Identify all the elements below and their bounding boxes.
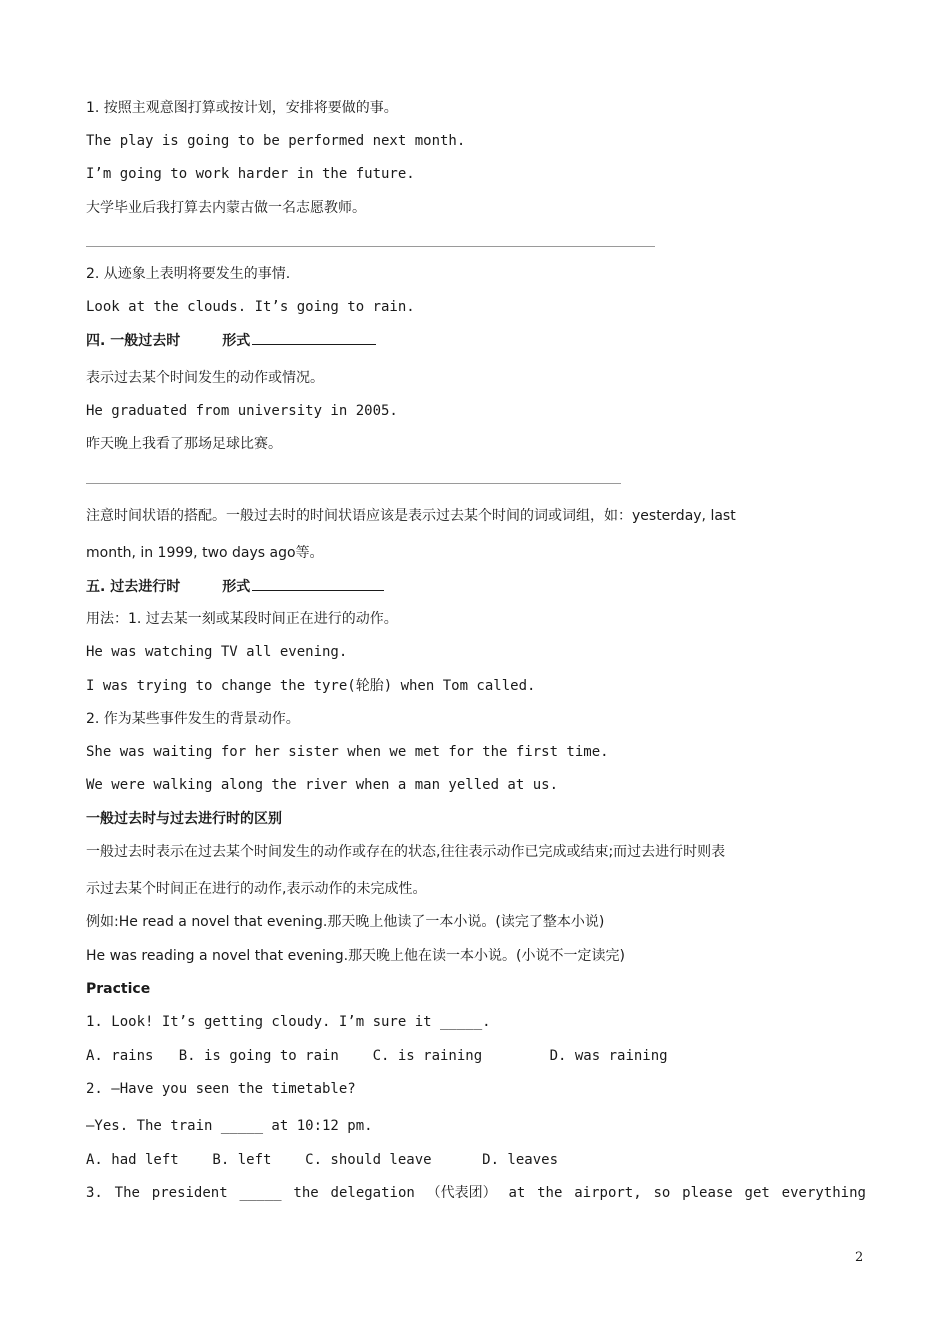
form-blank	[252, 576, 384, 591]
example-sentence: I was trying to change the tyre(轮胎) when Tom called.	[86, 678, 536, 694]
section-4-form-label: 形式	[222, 333, 251, 349]
translation-prompt: 昨天晚上我看了那场足球比赛。	[86, 436, 282, 452]
usage-text: 2. 作为某些事件发生的背景动作。	[86, 711, 300, 727]
word: the	[293, 1185, 319, 1201]
usage-2-heading: 2. 从迹象上表明将要发生的事情.	[86, 266, 291, 282]
answer-line	[86, 483, 621, 484]
practice-heading: Practice	[86, 981, 151, 997]
word: airport,	[574, 1185, 642, 1201]
word: the	[537, 1185, 563, 1201]
section-5-form-label: 形式	[222, 579, 251, 595]
word: president	[151, 1185, 228, 1201]
word: The	[114, 1185, 140, 1201]
example-sentence: He graduated from university in 2005.	[86, 403, 398, 419]
translation-prompt: 大学毕业后我打算去内蒙古做一名志愿教师。	[86, 200, 366, 216]
example-sentence: The play is going to be performed next month.	[86, 133, 466, 149]
question-3	[86, 1183, 866, 1203]
word: please	[682, 1185, 733, 1201]
difference-text: 一般过去时表示在过去某个时间发生的动作或存在的状态,往往表示动作已完成或结束;而过去进行时则表	[86, 844, 726, 860]
section-5-title: 五. 过去进行时	[86, 579, 181, 595]
section-4-heading	[86, 330, 376, 351]
definition-text: 表示过去某个时间发生的动作或情况。	[86, 370, 324, 386]
word: get	[744, 1185, 770, 1201]
word: 3.	[86, 1185, 103, 1201]
page-number: 2	[855, 1250, 864, 1265]
answer-line	[86, 246, 655, 247]
example-sentence: Look at the clouds. It’s going to rain.	[86, 299, 415, 315]
question-1-options: A. rains B. is going to rain C. is raining D. was raining	[86, 1048, 668, 1064]
question-2: 2. —Have you seen the timetable?	[86, 1081, 356, 1097]
example-sentence: He was reading a novel that evening.那天晚上他在读一本小说。(小说不一定读完)	[86, 948, 625, 964]
answer-blank: _____	[239, 1185, 282, 1201]
word: everything	[781, 1185, 866, 1201]
example-sentence: He was watching TV all evening.	[86, 644, 348, 660]
example-sentence: She was waiting for her sister when we met for the first time.	[86, 744, 609, 760]
example-sentence: 例如:He read a novel that evening.那天晚上他读了一本小说。(读完了整本小说)	[86, 914, 605, 930]
word: （代表团）	[426, 1185, 497, 1201]
difference-text: 示过去某个时间正在进行的动作,表示动作的未完成性。	[86, 881, 427, 897]
example-sentence: I’m going to work harder in the future.	[86, 166, 415, 182]
word: at	[508, 1185, 526, 1201]
question-2-options: A. had left B. left C. should leave D. leaves	[86, 1152, 559, 1168]
section-5-heading	[86, 576, 384, 597]
form-blank	[252, 330, 376, 345]
usage-text: 用法：1. 过去某一刻或某段时间正在进行的动作。	[86, 611, 398, 627]
section-4-title: 四. 一般过去时	[86, 333, 181, 349]
note-text: 注意时间状语的搭配。一般过去时的时间状语应该是表示过去某个时间的词或词组，如：yesterday, last	[86, 508, 736, 524]
difference-heading: 一般过去时与过去进行时的区别	[86, 811, 282, 827]
question-1: 1. Look! It’s getting cloudy. I’m sure it _____.	[86, 1014, 491, 1030]
note-text: month, in 1999, two days ago等。	[86, 545, 324, 561]
word: so	[653, 1185, 671, 1201]
usage-1-heading: 1. 按照主观意图打算或按计划，安排将要做的事。	[86, 100, 398, 116]
question-2-answer: —Yes. The train _____ at 10:12 pm.	[86, 1118, 373, 1134]
example-sentence: We were walking along the river when a man yelled at us.	[86, 777, 559, 793]
word: delegation	[330, 1185, 415, 1201]
